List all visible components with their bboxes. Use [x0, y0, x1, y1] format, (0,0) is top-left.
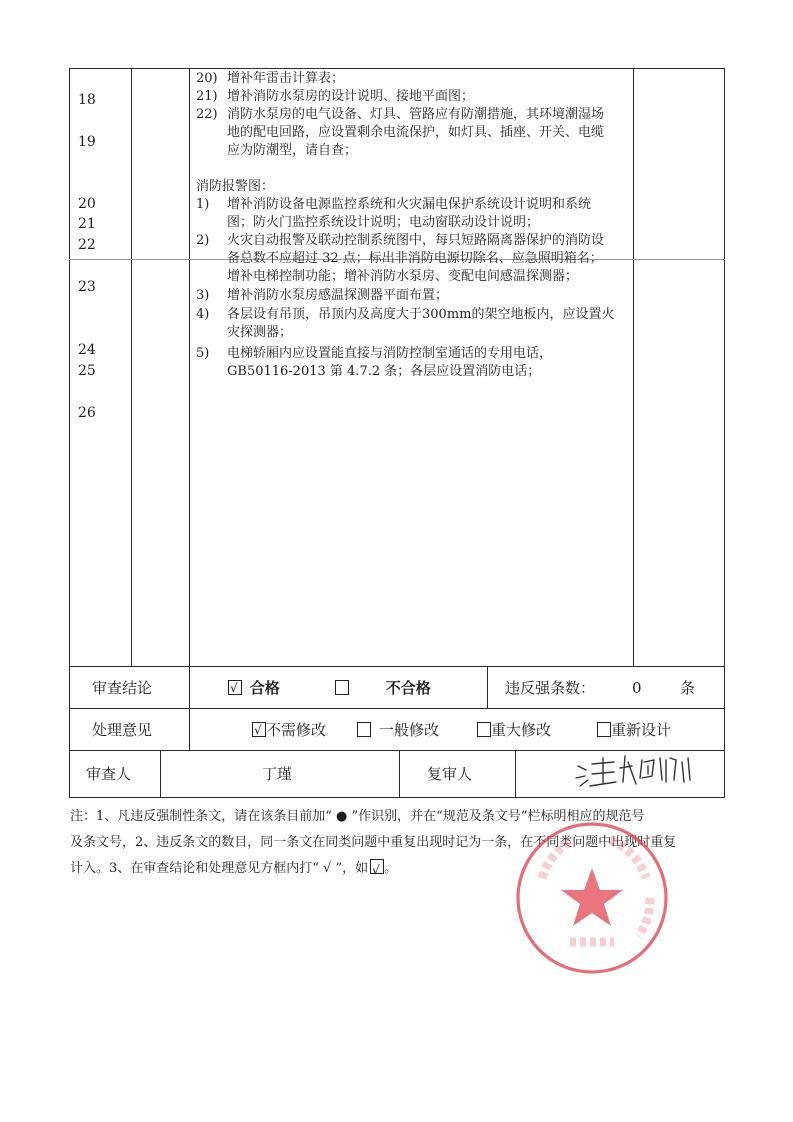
checkbox-icon[interactable] — [357, 722, 371, 737]
opinion-option-major[interactable] — [477, 720, 551, 740]
violations-label: 违反强条数： — [505, 679, 596, 697]
row-number: 23 — [78, 279, 96, 295]
note-text: 计入。3、在审查结论和处理意见方框内打“ √ ”，如 — [70, 861, 369, 876]
table-right-border — [724, 68, 725, 798]
violations-unit: 条 — [680, 679, 696, 697]
reviewer-divider-1 — [160, 750, 161, 797]
conclusion-divider-1 — [189, 666, 190, 708]
option-label: 一般修改 — [379, 721, 440, 739]
row-number: 20 — [78, 196, 96, 212]
violations-count: 0 — [632, 679, 642, 697]
row-number: 24 — [78, 342, 96, 358]
row-number: 19 — [78, 134, 96, 150]
item-text: 消防水泵房的电气设备、灯具、管路应有防潮措施，其环境潮湿场 — [227, 107, 605, 122]
item-index: 1) — [196, 197, 210, 212]
item-text: 地的配电回路，应设置剩余电流保护，如灯具、插座、开关、电缆 — [227, 125, 605, 140]
fail-option[interactable] — [335, 678, 431, 698]
fail-label: 不合格 — [385, 679, 431, 697]
fire-section-title: 消防报警图： — [196, 179, 275, 194]
item-text: 火灾自动报警及联动控制系统图中，每只短路隔离器保护的消防设 — [227, 233, 605, 248]
signature-image — [570, 748, 720, 790]
row-number: 21 — [78, 216, 96, 232]
item-text: 灾探测器； — [227, 325, 293, 340]
pass-option[interactable] — [228, 678, 280, 698]
red-seal-stamp — [512, 818, 672, 978]
item-text: GB50116-2013 第 4.7.2 条；各层应设置消防电话； — [227, 364, 541, 379]
table-row-line — [69, 666, 725, 667]
note-checkbox-icon — [370, 859, 384, 874]
col-divider-3 — [633, 68, 634, 667]
note-line: 注：1、凡违反强制性条文，请在该条目前加“ ● ”作识别，并在“规范及条文号”栏标明相应的规范号 — [70, 809, 645, 824]
col-divider-2 — [189, 68, 190, 667]
conclusion-divider-2 — [487, 666, 488, 708]
item-index: 2) — [196, 233, 210, 248]
checkbox-icon[interactable] — [252, 722, 266, 737]
table-left-border — [69, 68, 70, 798]
opinion-label: 处理意见 — [92, 721, 153, 739]
note-line: 及条文号，2、违反条文的数目，同一条文在同类问题中重复出现时记为一条，在不同类问题中出现时重复 — [70, 835, 677, 850]
checkbox-icon[interactable] — [477, 722, 491, 737]
conclusion-label: 审查结论 — [92, 679, 153, 697]
item-text: 增补消防水泵房感温探测器平面布置； — [227, 288, 449, 303]
item-index: 3) — [196, 288, 210, 303]
item-index: 22) — [196, 107, 218, 122]
item-text: 备总数不应超过 32 点；标出非消防电源切除名、应急照明箱名； — [227, 251, 603, 266]
opinion-option-minor[interactable] — [357, 720, 439, 740]
item-text: 各层设有吊顶，吊顶内及高度大于300mm的架空地板内，应设置火 — [227, 307, 615, 322]
note-text: 。 — [384, 861, 398, 876]
item-text: 增补消防水泵房的设计说明、接地平面图； — [227, 89, 475, 104]
item-text: 应为防潮型，请自查； — [227, 143, 358, 158]
opinion-option-redesign[interactable] — [597, 720, 671, 740]
option-label: 不需修改 — [266, 721, 327, 739]
opinion-divider — [189, 708, 190, 750]
table-row-line — [69, 708, 725, 709]
row-number: 22 — [78, 237, 96, 253]
item-index: 4) — [196, 307, 210, 322]
item-index: 5) — [196, 346, 210, 361]
item-text: 电梯轿厢内应设置能直接与消防控制室通话的专用电话， — [227, 346, 553, 361]
table-top-border — [69, 68, 725, 69]
checkbox-icon[interactable] — [597, 722, 611, 737]
item-text: 增补消防设备电源监控系统和火灾漏电保护系统设计说明和系统 — [227, 197, 592, 212]
row-number: 26 — [78, 405, 96, 421]
item-index: 20) — [196, 71, 218, 86]
row-number: 18 — [78, 92, 96, 108]
rechecker-label: 复审人 — [427, 765, 473, 783]
opinion-option-no-change[interactable] — [252, 720, 326, 740]
fail-checkbox[interactable] — [335, 680, 349, 695]
pass-label: 合格 — [249, 679, 280, 697]
reviewer-label: 审查人 — [86, 765, 132, 783]
option-label: 重大修改 — [491, 721, 552, 739]
item-index: 21) — [196, 89, 218, 104]
table-bottom-border — [69, 797, 725, 798]
row-number: 25 — [78, 363, 96, 379]
reviewer-name: 丁瑾 — [262, 765, 293, 783]
reviewer-divider-2 — [399, 750, 400, 797]
item-text: 增补年雷击计算表； — [227, 71, 345, 86]
pass-checkbox[interactable] — [228, 680, 242, 695]
option-label: 重新设计 — [611, 721, 672, 739]
item-text: 增补电梯控制功能；增补消防水泵房、变配电间感温探测器； — [227, 269, 579, 284]
col-divider-1 — [131, 68, 132, 667]
item-text: 图；防火门监控系统设计说明；电动窗联动设计说明； — [227, 215, 540, 230]
reviewer-divider-3 — [515, 750, 516, 797]
